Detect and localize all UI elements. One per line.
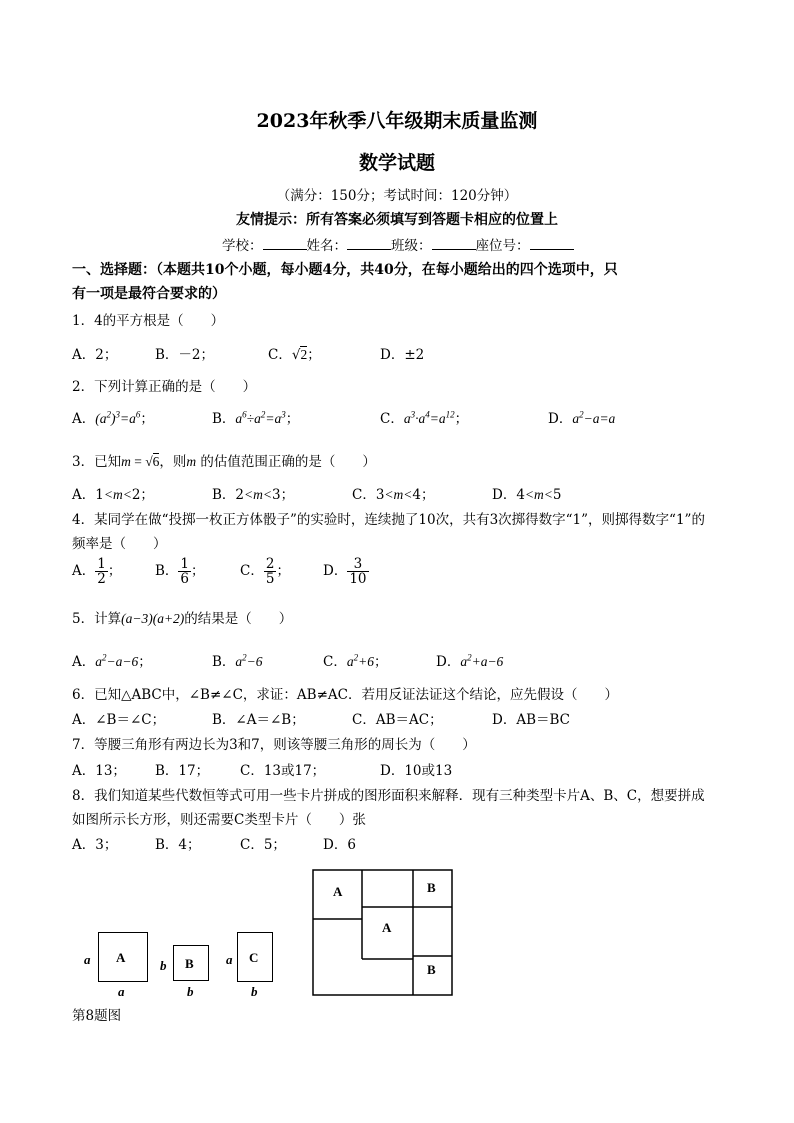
q3-stem-pre: 3．已知 bbox=[72, 454, 122, 470]
q3-option-a: A．1<m<2； bbox=[72, 487, 154, 503]
field-name: 姓名： bbox=[306, 238, 347, 254]
card-c-bottom-label: b bbox=[251, 984, 258, 999]
q5-option-b: B．$a^2-6$ bbox=[212, 652, 263, 670]
q4-c-den: 5 bbox=[265, 571, 275, 587]
q6-option-c: C．AB＝AC； bbox=[352, 712, 443, 728]
q6-option-d: D．AB＝BC bbox=[492, 712, 570, 728]
rect-label-b1: B bbox=[427, 880, 436, 895]
q4-option-b-fraction bbox=[178, 557, 191, 586]
q2-option-b: B．$a^6\div a^2=a^3$； bbox=[212, 409, 300, 427]
q3-option-d: D．4<m<5 bbox=[492, 487, 562, 503]
q4-option-b: B． $\frac{1}{6}$ ； bbox=[155, 556, 205, 587]
q8-option-a: A．3； bbox=[72, 837, 118, 853]
section-heading-line2: 有一项是最符合要求的） bbox=[72, 286, 226, 302]
card-a-label: A bbox=[116, 950, 126, 965]
q4-b-num: 1 bbox=[180, 556, 190, 572]
rect-label-b2: B bbox=[427, 962, 436, 977]
q4-stem-line1: 4．某同学在做“投掷一枚正方体骰子”的实验时，连续抛了10次，共有3次掷得数字“1”，则掷得数字“1”的 bbox=[72, 512, 705, 528]
field-seat: 座位号： bbox=[475, 238, 530, 254]
q1-option-c-radicand: 2 bbox=[300, 347, 308, 362]
friendly-tip: 友情提示：所有答案必须填写到答题卡相应的位置上 bbox=[236, 212, 558, 228]
exam-info: （满分：150分；考试时间：120分钟） bbox=[276, 188, 518, 204]
section-heading-line1: 一、选择题：（本题共10个小题，每小题4分，共40分，在每小题给出的四个选项中，只 bbox=[72, 262, 618, 278]
q3-option-c: C．3<m<4； bbox=[352, 487, 435, 503]
card-c-label: C bbox=[249, 950, 259, 965]
q4-option-d-label: D． bbox=[323, 563, 348, 579]
q4-stem-line2: 频率是（ ） bbox=[72, 536, 167, 552]
q1-stem: 1．4的平方根是（ ） bbox=[72, 313, 225, 329]
q6-option-b: B．∠A＝∠B； bbox=[212, 712, 305, 728]
q1-option-c bbox=[268, 343, 321, 363]
q6-option-a: A．∠B＝∠C； bbox=[72, 712, 166, 728]
q5-option-c: C．$a^2+6$； bbox=[323, 652, 388, 670]
q2-option-a: A．$(a^2)^3=a^6$； bbox=[72, 409, 154, 427]
q8-figure-caption: 第8题图 bbox=[72, 1008, 122, 1024]
q4-option-c: C． $\frac{2}{5}$ ； bbox=[240, 556, 290, 587]
exam-title: 2023年秋季八年级期末质量监测 bbox=[256, 110, 538, 132]
q8-stem-line2: 如图所示长方形，则还需要C类型卡片（ ）张 bbox=[72, 812, 366, 828]
q2-stem: 2．下列计算正确的是（ ） bbox=[72, 379, 257, 395]
q3-stem-post: 的估值范围正确的是（ ） bbox=[196, 454, 376, 470]
q4-option-b-label: B． bbox=[155, 563, 179, 579]
q5-option-d: D．$a^2+a-6$ bbox=[436, 652, 504, 670]
card-c-side-label: a bbox=[226, 952, 233, 967]
q8-option-c: C．5； bbox=[240, 837, 286, 853]
q4-option-d-fraction bbox=[347, 557, 368, 586]
q3-option-b: B．2<m<3； bbox=[212, 487, 295, 503]
q7-option-c: C．13或17； bbox=[240, 763, 326, 779]
q4-d-den: 10 bbox=[349, 571, 367, 587]
q4-b-den: 6 bbox=[180, 571, 190, 587]
rect-label-a2: A bbox=[382, 920, 392, 935]
field-class: 班级： bbox=[391, 238, 432, 254]
q4-option-a-label: A． bbox=[72, 563, 96, 579]
q4-c-num: 2 bbox=[265, 556, 275, 572]
q4-option-c-label: C． bbox=[240, 563, 264, 579]
q2-option-d: D．$a^2-a=a$ bbox=[548, 409, 616, 427]
q4-option-a-fraction bbox=[95, 557, 108, 586]
card-a-side-label: a bbox=[84, 952, 91, 967]
q5-option-a: A．$a^2-a-6$； bbox=[72, 652, 152, 670]
blank-school[interactable] bbox=[263, 237, 307, 250]
q4-d-num: 3 bbox=[347, 557, 368, 572]
q1-option-d: D．±2 bbox=[380, 347, 425, 363]
blank-class[interactable] bbox=[432, 237, 476, 250]
q7-stem: 7．等腰三角形有两边长为3和7，则该等腰三角形的周长为（ ） bbox=[72, 737, 476, 753]
card-b-label: B bbox=[185, 956, 194, 971]
q8-stem-line1: 8．我们知道某些代数恒等式可用一些卡片拼成的图形面积来解释．现有三种类型卡片A、B、C，想要拼成 bbox=[72, 788, 705, 804]
field-school: 学校： bbox=[222, 238, 263, 254]
q3-stem: 3．已知m = √6，则m 的估值范围正确的是（ ） bbox=[72, 454, 376, 470]
q5-stem-post: 的结果是（ ） bbox=[184, 611, 293, 627]
q5-stem: 5．计算(a−3)(a+2)的结果是（ ） bbox=[72, 611, 293, 627]
card-b-bottom-label: b bbox=[187, 984, 194, 999]
q6-stem: 6．已知△ABC中，∠B≠∠C，求证：AB≠AC．若用反证法证这个结论，应先假设（ ） bbox=[72, 687, 618, 703]
q4-a-den: 2 bbox=[97, 571, 106, 587]
q4-option-d bbox=[323, 557, 369, 586]
q1-option-a: A．2； bbox=[72, 347, 118, 363]
q5-stem-pre: 5．计算 bbox=[72, 611, 122, 627]
q1-option-c-label: C． bbox=[268, 347, 292, 363]
blank-seat[interactable] bbox=[530, 237, 574, 250]
q4-option-c-fraction bbox=[264, 557, 277, 586]
q4-option-a: A． $\frac{1}{2}$ ； bbox=[72, 556, 122, 587]
exam-subject: 数学试题 bbox=[358, 152, 435, 174]
q8-option-d: D．6 bbox=[323, 837, 356, 853]
q7-option-b: B．17； bbox=[155, 763, 210, 779]
q3-stem-mid: ，则 bbox=[159, 454, 187, 470]
q1-option-b: B．－2； bbox=[155, 347, 215, 363]
rect-label-a1: A bbox=[333, 884, 343, 899]
q7-option-a: A．13； bbox=[72, 763, 126, 779]
q1-option-c-semicolon: ； bbox=[307, 347, 321, 363]
q7-option-d: D．10或13 bbox=[380, 763, 453, 779]
card-a-bottom-label: a bbox=[118, 984, 125, 999]
q2-option-c: C．$a^3\cdot a^4=a^{12}$； bbox=[380, 409, 469, 427]
card-b-side-label: b bbox=[160, 958, 167, 973]
sqrt-icon: √ bbox=[291, 347, 301, 363]
q4-a-num: 1 bbox=[97, 556, 106, 572]
q8-option-b: B．4； bbox=[155, 837, 201, 853]
blank-name[interactable] bbox=[347, 237, 391, 250]
student-info-fields bbox=[222, 234, 574, 254]
